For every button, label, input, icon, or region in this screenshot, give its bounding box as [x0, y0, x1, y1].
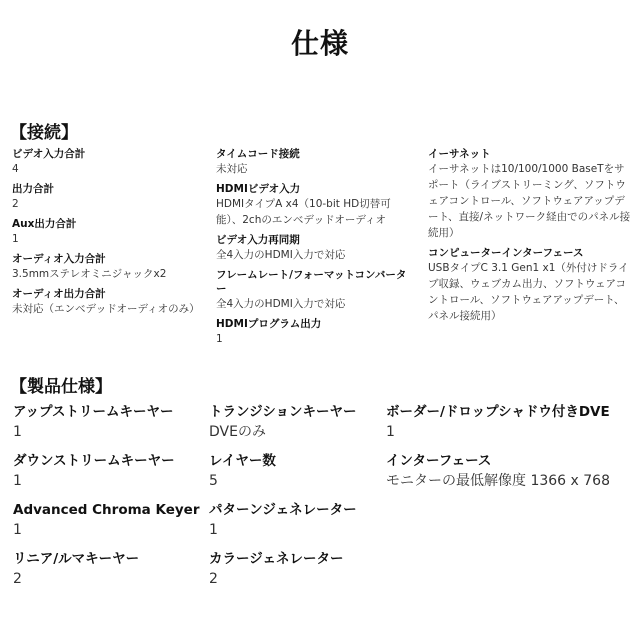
product-column-2 [209, 402, 384, 598]
spec-value: 未対応 [216, 163, 248, 175]
spec-item [216, 317, 416, 347]
product-column-1 [13, 402, 203, 598]
spec-item [209, 451, 384, 491]
spec-value: 全4入力のHDMI入力で対応 [216, 249, 346, 261]
spec-label: 出力合計 [12, 183, 54, 195]
spec-value: モニターの最低解像度 1366 x 768 [386, 473, 610, 489]
spec-item [216, 233, 416, 263]
spec-value: 3.5mmステレオミニジャックx2 [12, 268, 167, 280]
spec-value: 全4入力のHDMI入力で対応 [216, 298, 346, 310]
spec-value: DVEのみ [209, 424, 266, 440]
spec-label: HDMIプログラム出力 [216, 318, 322, 330]
spec-item [12, 252, 202, 282]
connections-section-title: 【接続】 [10, 123, 78, 143]
spec-item [13, 451, 203, 491]
spec-value: 1 [386, 424, 395, 440]
spec-value: 1 [13, 473, 22, 489]
spec-value: 1 [209, 522, 218, 538]
spec-label: パターンジェネレーター [209, 502, 357, 518]
connections-column-2 [216, 147, 416, 352]
spec-value: 5 [209, 473, 218, 489]
spec-label: イーサネット [428, 148, 491, 160]
spec-item [209, 500, 384, 540]
spec-value: イーサネットは10/100/1000 BaseTをサポート（ライブストリーミング、ソフトウェアコントロール、ソフトウェアアップデート、直接/ネットワーク経由でのパネル接続用） [428, 163, 631, 239]
spec-value: 2 [12, 198, 19, 210]
spec-item [386, 451, 636, 491]
spec-label: アップストリームキーヤー [13, 404, 174, 420]
spec-value: HDMIタイプA x4（10-bit HD切替可能）、2chのエンベデッドオーディオ [216, 198, 391, 226]
spec-label: トランジションキーヤー [209, 404, 357, 420]
page-title: 仕様 [290, 27, 349, 60]
product-section-title: 【製品仕様】 [10, 377, 112, 397]
spec-label: ビデオ入力合計 [12, 148, 86, 160]
spec-item [216, 268, 416, 312]
spec-label: ボーダー/ドロップシャドウ付きDVE [386, 404, 610, 420]
spec-value: 2 [209, 571, 218, 587]
spec-label: オーディオ出力合計 [12, 288, 106, 300]
spec-item [386, 402, 636, 442]
spec-item [13, 402, 203, 442]
spec-value: 未対応（エンベデッドオーディオのみ） [12, 303, 200, 315]
spec-label: HDMIビデオ入力 [216, 183, 301, 195]
spec-label: オーディオ入力合計 [12, 253, 106, 265]
spec-item [428, 147, 634, 241]
spec-item [12, 217, 202, 247]
spec-label: Advanced Chroma Keyer [13, 502, 200, 518]
spec-label: フレームレート/フォーマットコンバーター [216, 269, 407, 295]
spec-value: 1 [13, 424, 22, 440]
spec-label: タイムコード接続 [216, 148, 300, 160]
product-column-3 [386, 402, 636, 500]
spec-item [209, 549, 384, 589]
spec-item [12, 147, 202, 177]
spec-item [216, 182, 416, 228]
spec-item [13, 500, 203, 540]
spec-label: レイヤー数 [209, 453, 276, 469]
spec-value: USBタイプC 3.1 Gen1 x1（外付けドライブ収録、ウェブカム出力、ソフトウェアコントロール、ソフトウェアアップデート、パネル接続用） [428, 262, 629, 322]
spec-value: 1 [13, 522, 22, 538]
spec-item [216, 147, 416, 177]
spec-label: ダウンストリームキーヤー [13, 453, 175, 469]
spec-label: Aux出力合計 [12, 218, 77, 230]
spec-label: カラージェネレーター [209, 551, 344, 567]
spec-label: インターフェース [386, 453, 492, 469]
spec-item [428, 246, 634, 324]
spec-value: 2 [13, 571, 22, 587]
spec-value: 4 [12, 163, 19, 175]
spec-item [209, 402, 384, 442]
spec-label: リニア/ルマキーヤー [13, 551, 140, 567]
connections-column-1 [12, 147, 202, 322]
spec-item [13, 549, 203, 589]
spec-label: コンピューターインターフェース [428, 247, 584, 259]
spec-label: ビデオ入力再同期 [216, 234, 300, 246]
spec-item [12, 182, 202, 212]
spec-value: 1 [12, 233, 19, 245]
spec-value: 1 [216, 333, 223, 345]
connections-column-3 [428, 147, 634, 329]
spec-item [12, 287, 202, 317]
